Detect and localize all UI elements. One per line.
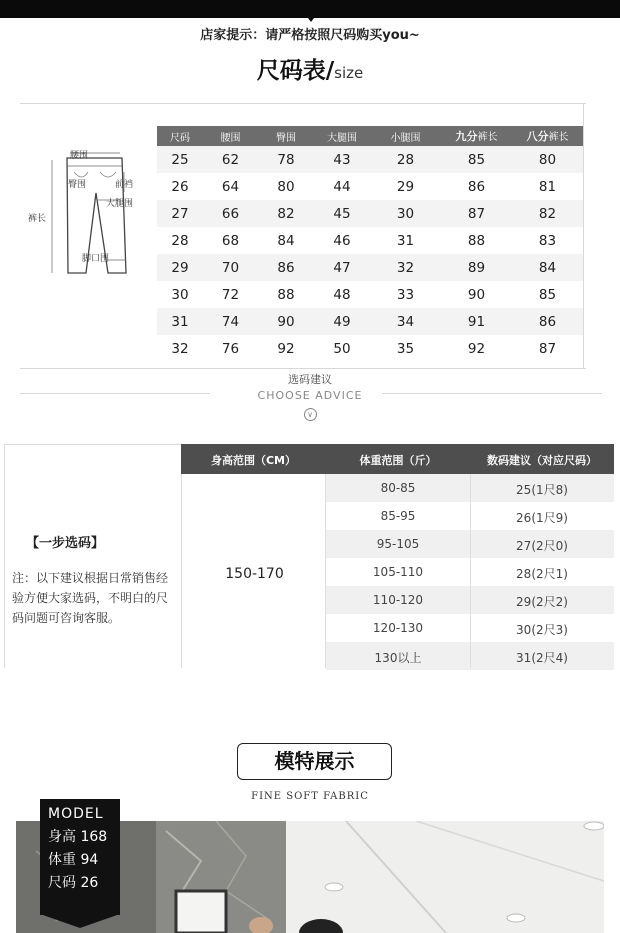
weight-range-cell: 110-120	[372, 593, 424, 607]
choose-advice	[0, 371, 620, 421]
weight-range-cell: 120-130	[372, 621, 424, 635]
model-section-subtitle: FINE SOFT FABRIC	[251, 791, 369, 802]
header-waist: 腰围	[220, 132, 241, 144]
size-table-row	[157, 227, 583, 254]
header-eight-bold: 八分	[526, 130, 549, 143]
size-title-en: size	[334, 64, 364, 82]
divider	[20, 103, 586, 104]
header-size: 尺码	[170, 132, 190, 144]
size-table-row	[157, 254, 583, 281]
size-advice-table	[4, 444, 614, 668]
size-table-row	[157, 173, 583, 200]
size-advice-cell: 31(2尺4)	[516, 651, 568, 665]
size-table-cell: 80	[277, 178, 295, 195]
advice-step-title: 【一步选码】	[26, 536, 105, 551]
size-chart-title	[0, 52, 620, 85]
size-table-cell: 84	[538, 259, 557, 276]
size-table-cell: 35	[396, 340, 415, 357]
size-advice-cell: 25(1尺8)	[516, 483, 568, 497]
pants-measurement-diagram	[22, 148, 142, 288]
header-size-advice: 数码建议（对应尺码）	[487, 454, 597, 467]
height-value: 150-170	[225, 566, 284, 582]
size-table-cell: 28	[171, 232, 189, 249]
size-table-cell: 50	[333, 340, 351, 357]
size-table-cell: 89	[467, 259, 486, 276]
diagram-label-length: 裤长	[28, 214, 47, 224]
choose-advice-cn: 选码建议	[288, 373, 332, 386]
diagram-label-hem: 脚口围	[82, 254, 110, 264]
size-table-cell: 29	[171, 259, 189, 276]
size-table-cell: 80	[538, 151, 557, 168]
diagram-label-waist: 腰围	[70, 151, 89, 161]
header-height-range: 身高范围（CM）	[210, 454, 297, 467]
size-table-header	[157, 126, 583, 146]
size-table-cell: 34	[396, 313, 415, 330]
size-advice-cell: 30(2尺3)	[516, 623, 568, 637]
size-table-cell: 27	[171, 205, 189, 222]
size-table-cell: 86	[538, 313, 557, 330]
size-advice-cell: 28(2尺1)	[516, 567, 568, 581]
weight-range-cell: 130以上	[374, 651, 422, 665]
top-bar	[0, 0, 620, 18]
column-divider	[470, 474, 471, 668]
size-table-cell: 26	[171, 178, 189, 195]
model-info-badge	[40, 799, 120, 915]
badge-height: 身高 168	[48, 829, 108, 845]
header-eight-length	[512, 128, 583, 144]
size-table-cell: 31	[171, 313, 189, 330]
size-table-cell: 70	[221, 259, 240, 276]
divider	[382, 393, 602, 394]
model-section-title: 模特展示	[237, 743, 392, 780]
size-table-cell: 45	[333, 205, 351, 222]
size-table-cell: 31	[396, 232, 415, 249]
weight-range-cell: 105-110	[372, 565, 424, 579]
header-nine-length	[441, 128, 512, 144]
height-column	[181, 474, 326, 668]
chevron-down-circle-icon: ∨	[304, 408, 317, 421]
divider	[583, 103, 584, 368]
size-table-cell: 91	[467, 313, 486, 330]
header-thigh: 大腿围	[327, 132, 357, 144]
header-eight-small: 裤长	[548, 132, 569, 143]
badge-weight: 体重 94	[48, 852, 99, 868]
size-table-cell: 25	[171, 151, 189, 168]
size-table-cell: 90	[277, 313, 295, 330]
size-table-row	[157, 146, 583, 173]
shop-notice: 店家提示：请严格按照尺码购买you~	[200, 28, 420, 43]
size-table-cell: 43	[333, 151, 351, 168]
size-table-cell: 68	[221, 232, 240, 249]
divider	[20, 393, 210, 394]
size-table-cell: 28	[396, 151, 415, 168]
notch-arrow	[305, 14, 317, 22]
advice-note: 注：以下建议根据日常销售经验方便大家选码，不明白的尺码问题可咨询客服。	[12, 571, 169, 625]
size-table-cell: 92	[467, 340, 486, 357]
size-advice-cell: 27(2尺0)	[516, 539, 568, 553]
diagram-label-thigh: 大腿围	[106, 199, 134, 209]
size-table-cell: 92	[277, 340, 295, 357]
size-table-cell: 30	[171, 286, 189, 303]
size-table-cell: 48	[333, 286, 351, 303]
weight-range-cell: 80-85	[380, 481, 416, 495]
size-table-cell: 76	[221, 340, 240, 357]
size-table-cell: 87	[467, 205, 486, 222]
size-table-cell: 29	[396, 178, 415, 195]
size-table-cell: 49	[333, 313, 351, 330]
size-table-cell: 64	[221, 178, 240, 195]
badge-model-label: MODEL	[48, 806, 104, 822]
diagram-label-hip: 臀围	[68, 180, 87, 190]
size-table-cell: 88	[467, 232, 486, 249]
size-table-row	[157, 200, 583, 227]
size-table-cell: 33	[396, 286, 415, 303]
diagram-label-front-rise: 前裆	[115, 180, 134, 190]
size-table-cell: 47	[333, 259, 351, 276]
weight-range-cell: 85-95	[380, 509, 416, 523]
size-table-cell: 82	[538, 205, 557, 222]
badge-size: 尺码 26	[48, 875, 99, 891]
size-table-cell: 62	[221, 151, 240, 168]
size-table-cell: 72	[221, 286, 240, 303]
size-table-cell: 82	[277, 205, 295, 222]
size-table-cell: 85	[538, 286, 557, 303]
size-table-row	[157, 281, 583, 308]
badge-pointer	[40, 914, 120, 928]
size-table-cell: 84	[277, 232, 295, 249]
header-calf: 小腿围	[390, 132, 421, 144]
header-hip: 臀围	[276, 132, 296, 144]
size-table-cell: 74	[221, 313, 240, 330]
header-nine-small: 裤长	[477, 132, 498, 143]
size-table-cell: 86	[277, 259, 295, 276]
advice-header	[181, 444, 614, 474]
divider	[20, 368, 586, 369]
advice-left-panel	[4, 444, 181, 668]
size-table-cell: 46	[333, 232, 351, 249]
size-table	[157, 126, 583, 362]
header-nine-bold: 九分	[455, 130, 478, 143]
size-advice-cell: 26(1尺9)	[516, 511, 568, 525]
size-table-cell: 81	[538, 178, 557, 195]
size-table-cell: 86	[467, 178, 486, 195]
header-weight-range: 体重范围（斤）	[359, 454, 437, 467]
size-table-cell: 78	[277, 151, 295, 168]
size-table-cell: 83	[538, 232, 557, 249]
size-table-cell: 66	[221, 205, 240, 222]
weight-range-cell: 95-105	[376, 537, 420, 551]
size-table-cell: 90	[467, 286, 486, 303]
size-title-cn: 尺码表/	[256, 58, 335, 84]
size-table-cell: 30	[396, 205, 415, 222]
choose-advice-en: CHOOSE ADVICE	[257, 389, 363, 402]
size-advice-cell: 29(2尺2)	[516, 595, 568, 609]
size-table-cell: 87	[538, 340, 557, 357]
size-table-cell: 85	[467, 151, 486, 168]
size-table-cell: 88	[277, 286, 295, 303]
size-table-row	[157, 308, 583, 335]
size-table-cell: 32	[396, 259, 415, 276]
size-table-row	[157, 335, 583, 362]
size-table-cell: 32	[171, 340, 189, 357]
size-table-cell: 44	[333, 178, 351, 195]
